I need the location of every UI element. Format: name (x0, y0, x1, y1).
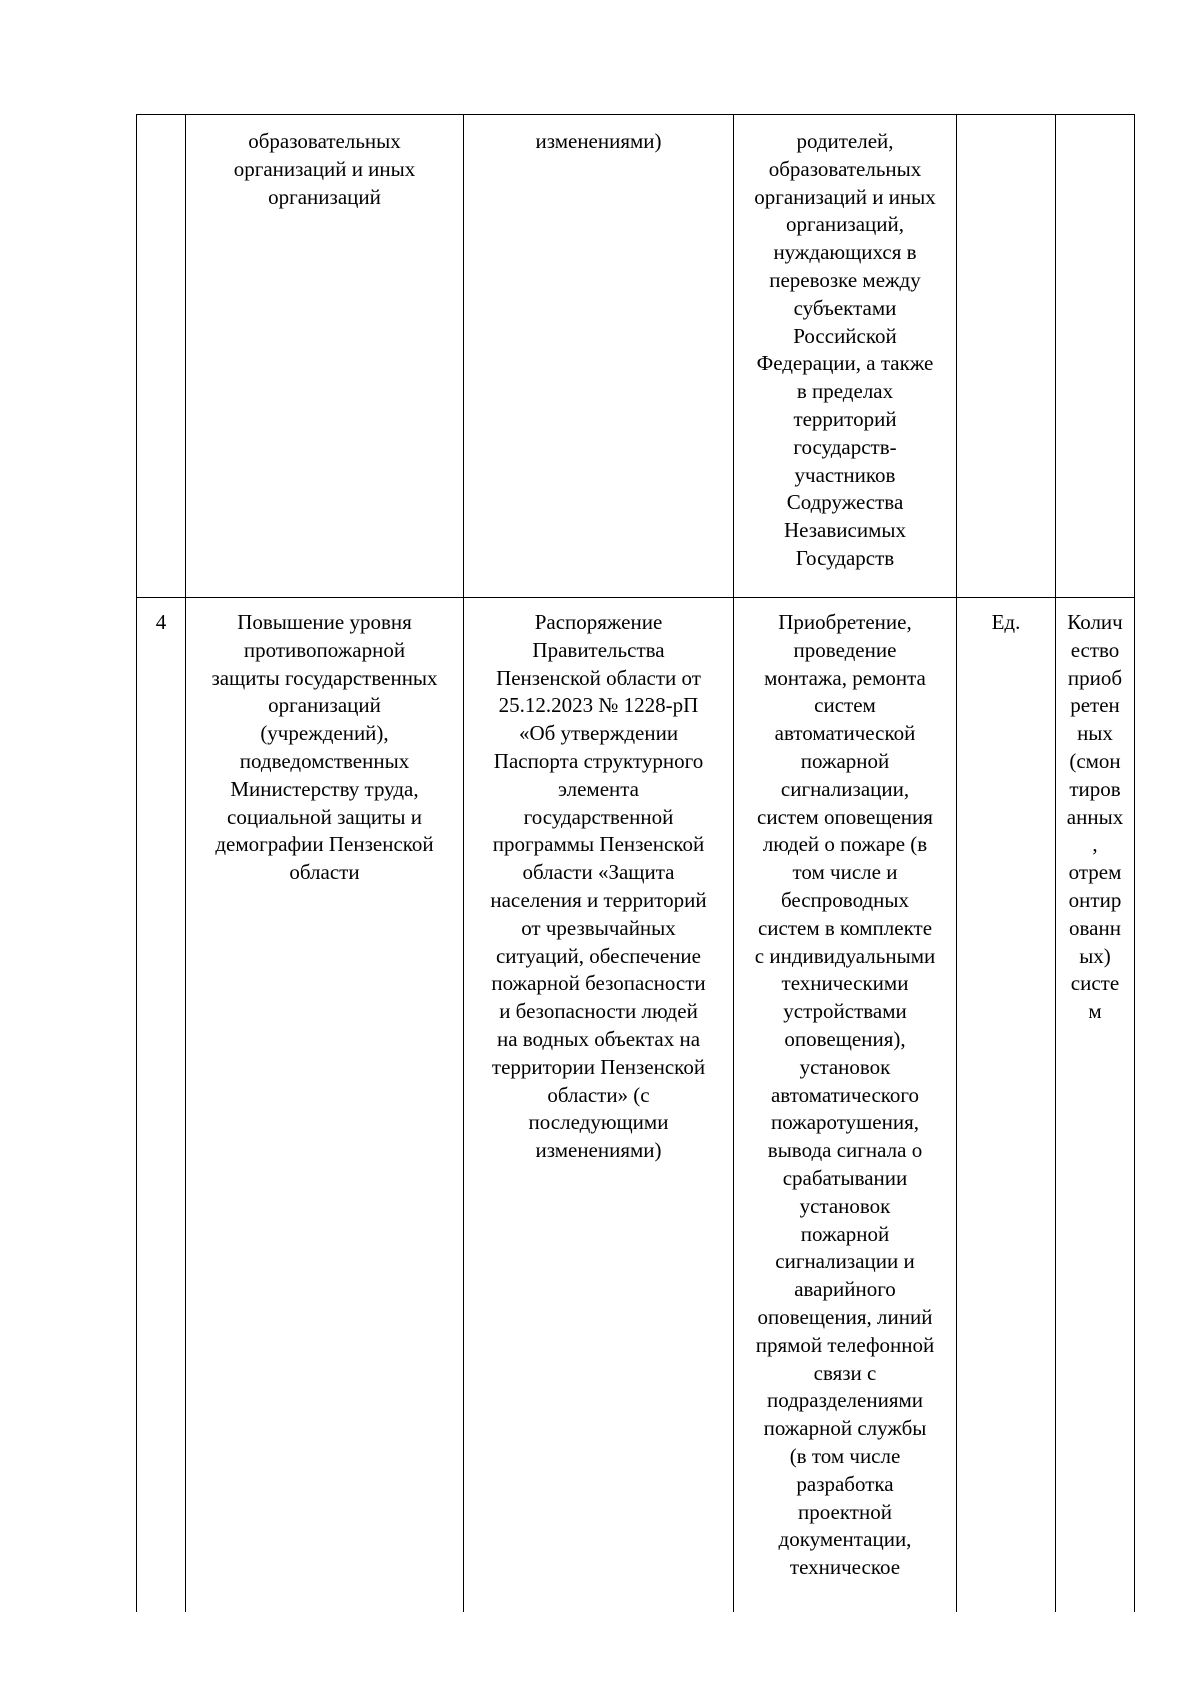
cell-number (137, 115, 186, 598)
table-row-continued (137, 115, 1135, 598)
cell-indicator: Колич ество приоб ретен ных (смон тиров анных , отрем онтир ованн ых) систе м (1056, 598, 1135, 1613)
cell-event-description: Приобретение, проведение монтажа, ремонта систем автоматической пожарной сигнализации, систем оповещения людей о пожаре (в том числе и беспроводных систем в комплекте с индивидуальными техническими устройствами оповещения), установок автоматического пожаротушения, вывода сигнала о срабатывании установок пожарной сигнализации и аварийного оповещения, линий прямой телефонной связи с подразделениями пожарной службы (в том числе разработка проектной документации, техническое (734, 598, 957, 1613)
measures-table (136, 114, 1135, 1612)
cell-measure-name: образовательных организаций и иных организаций (186, 115, 464, 598)
cell-measure-name: Повышение уровня противопожарной защиты государственных организаций (учреждений), подведомственных Министерству труда, социальной защиты и демографии Пензенской области (186, 598, 464, 1613)
cell-legal-basis: Распоряжение Правительства Пензенской области от 25.12.2023 № 1228-рП «Об утверждении Паспорта структурного элемента государственной программы Пензенской области «Защита населения и территорий от чрезвычайных ситуаций, обеспечение пожарной безопасности и безопасности людей на водных объектах на территории Пензенской области» (с последующими изменениями) (464, 598, 734, 1613)
cell-unit: Ед. (957, 598, 1056, 1613)
cell-indicator (1056, 115, 1135, 598)
cell-legal-basis: изменениями) (464, 115, 734, 598)
cell-unit (957, 115, 1056, 598)
table-row-4 (137, 598, 1135, 1613)
cell-number: 4 (137, 598, 186, 1613)
cell-event-description: родителей, образовательных организаций и иных организаций, нуждающихся в перевозке между субъектами Российской Федерации, а также в пределах территорий государств- участников Содружества Независимых Государств (734, 115, 957, 598)
